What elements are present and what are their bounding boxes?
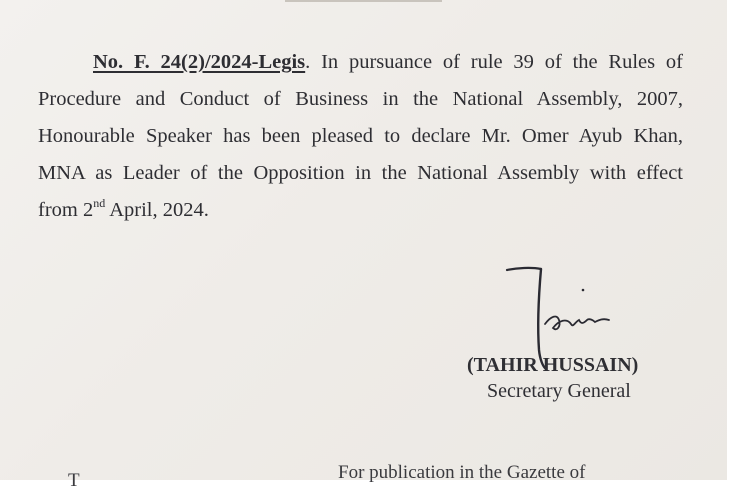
paragraph-line-4: MNA as Leader of the Opposition in the National Assembly with effect xyxy=(38,162,683,184)
paragraph-text-1: . In pursuance of rule 39 of the Rules of xyxy=(305,51,683,73)
effective-date-suffix: April, 2024. xyxy=(105,199,209,221)
signatory-title: Secretary General xyxy=(487,380,631,402)
date-ordinal-suffix: nd xyxy=(93,196,106,210)
signatory-name: (TAHIR HUSSAIN) xyxy=(467,354,639,376)
paragraph-line-2: Procedure and Conduct of Business in the National Assembly, 2007, xyxy=(38,88,683,110)
paragraph-line-1 xyxy=(38,44,683,81)
paper-top-edge xyxy=(285,0,442,2)
effective-date-prefix: from 2 xyxy=(38,199,94,221)
paragraph-line-5 xyxy=(38,192,683,229)
publication-note: For publication in the Gazette of xyxy=(338,462,586,483)
cut-off-text-fragment: T xyxy=(68,470,80,491)
reference-number: No. F. 24(2)/2024-Legis xyxy=(93,51,306,73)
notification-paragraph xyxy=(38,44,683,229)
paragraph-line-3: Honourable Speaker has been pleased to declare Mr. Omer Ayub Khan, xyxy=(38,125,683,147)
